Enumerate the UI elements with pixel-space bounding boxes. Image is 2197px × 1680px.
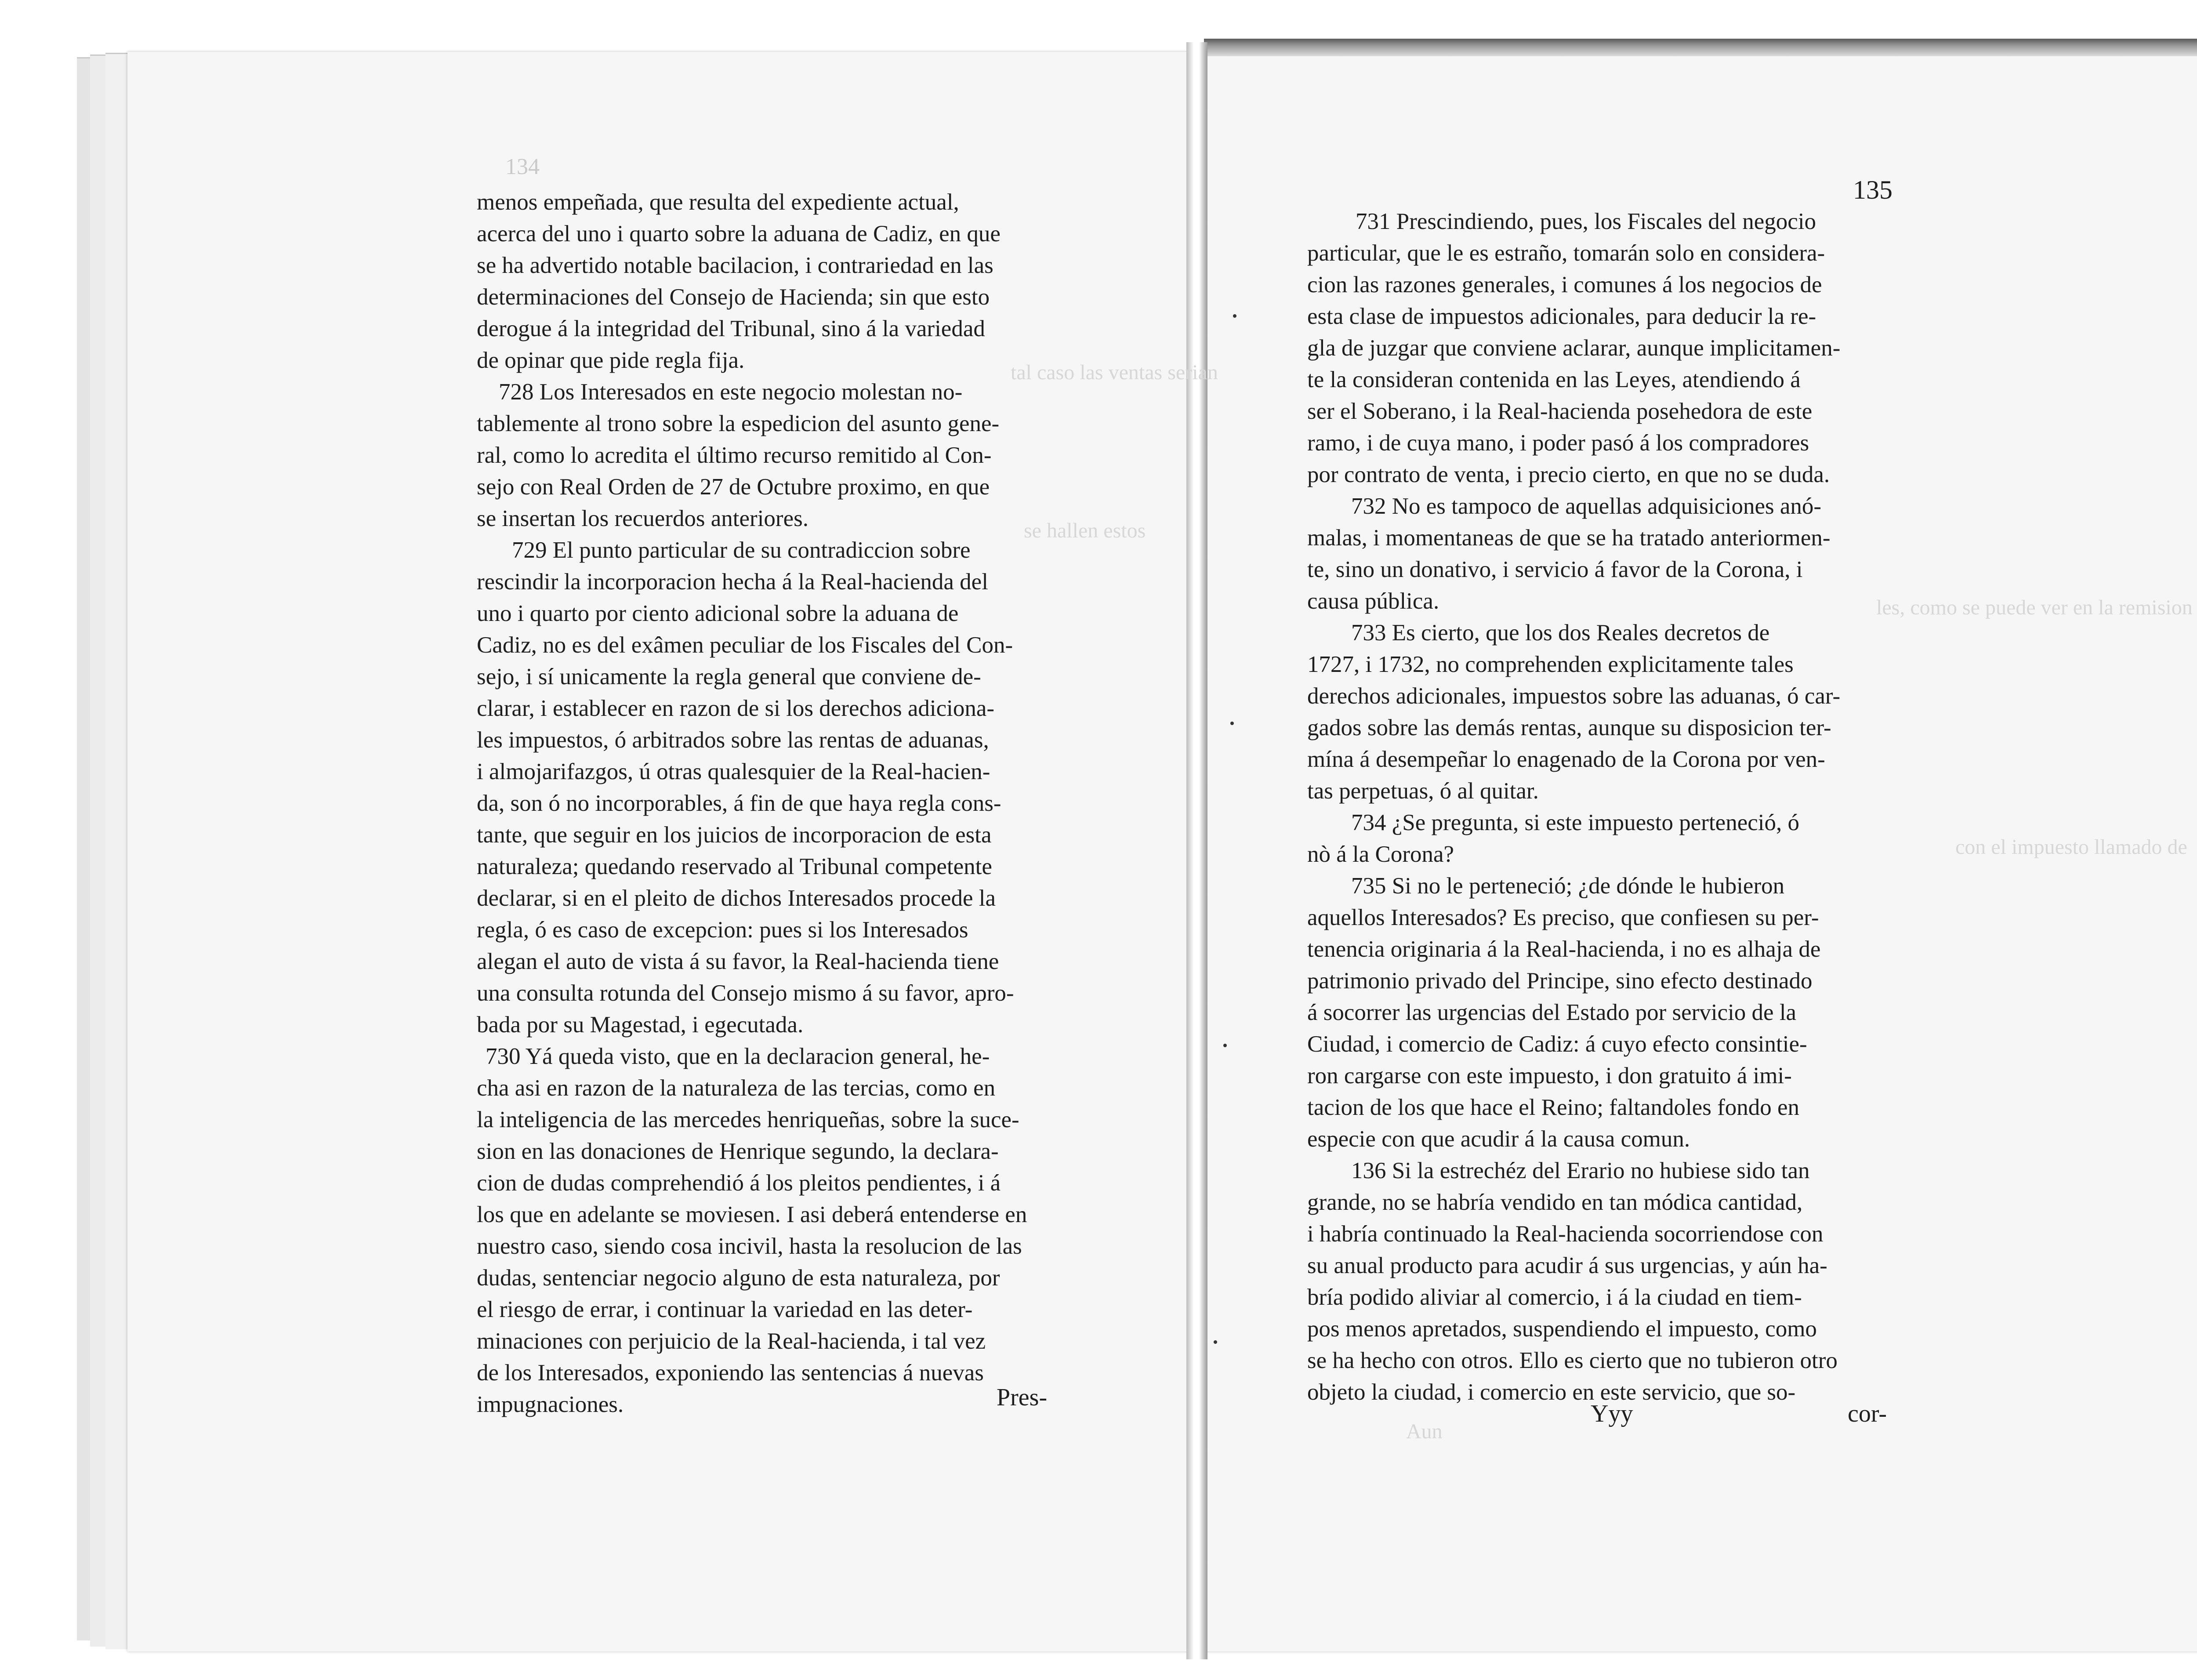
text-line: minaciones con perjuicio de la Real-hacienda, i tal vez: [477, 1328, 986, 1354]
text-line: i habría continuado la Real-hacienda socorriendose con: [1307, 1221, 1824, 1247]
text-line: i almojarifazgos, ú otras qualesquier de la Real-hacien-: [477, 759, 990, 784]
show-through-text: les, como se puede ver en la remision: [1876, 596, 2193, 619]
text-line: gla de juzgar que conviene aclarar, aunque implicitamen-: [1307, 335, 1841, 361]
speck: [1233, 314, 1236, 318]
text-line: particular, que le es estraño, tomarán solo en considera-: [1307, 240, 1825, 266]
book-gutter: [1186, 42, 1207, 1659]
text-line: nò á la Corona?: [1307, 842, 1454, 867]
text-line: los que en adelante se moviesen. I asi deberá entenderse en: [477, 1202, 1027, 1227]
text-line: 730 Yá queda visto, que en la declaracion general, he-: [486, 1044, 990, 1069]
show-through-text: tal caso las ventas serian: [1011, 361, 1218, 384]
text-line: bada por su Magestad, i egecutada.: [477, 1012, 804, 1038]
text-line: tante, que seguir en los juicios de incorporacion de esta: [477, 822, 992, 848]
text-line: 728 Los Interesados en este negocio molestan no-: [499, 379, 963, 405]
text-line: 729 El punto particular de su contradiccion sobre: [512, 537, 971, 563]
text-line: tablemente al trono sobre la espedicion del asunto gene-: [477, 411, 1000, 436]
text-line: ramo, i de cuya mano, i poder pasó á los compradores: [1307, 430, 1809, 456]
text-line: nuestro caso, siendo cosa incivil, hasta la resolucion de las: [477, 1234, 1022, 1259]
right-page-body: [1307, 206, 1918, 1408]
text-line: 735 Si no le perteneció; ¿de dónde le hubieron: [1351, 873, 1785, 899]
text-line: cion las razones generales, i comunes á los negocios de: [1307, 272, 1822, 298]
speck: [1230, 722, 1234, 725]
left-catchword: Pres-: [997, 1384, 1048, 1411]
right-catchword: cor-: [1848, 1400, 1887, 1427]
text-line: ser el Soberano, i la Real-hacienda posehedora de este: [1307, 399, 1813, 424]
show-through-text: con el impuesto llamado de: [1955, 835, 2187, 859]
text-line: aquellos Interesados? Es preciso, que confiesen su per-: [1307, 905, 1819, 930]
text-line: uno i quarto por ciento adicional sobre la aduana de: [477, 601, 959, 626]
text-line: su anual producto para acudir á sus urgencias, y aún ha-: [1307, 1253, 1827, 1278]
text-line: 136 Si la estrechéz del Erario no hubiese sido tan: [1351, 1158, 1810, 1183]
text-line: una consulta rotunda del Consejo mismo á su favor, apro-: [477, 980, 1014, 1006]
text-line: te, sino un donativo, i servicio á favor de la Corona, i: [1307, 557, 1803, 582]
text-line: declarar, si en el pleito de dichos Interesados procede la: [477, 885, 996, 911]
text-line: se ha advertido notable bacilacion, i contrariedad en las: [477, 253, 993, 278]
text-line: tas perpetuas, ó al quitar.: [1307, 778, 1539, 804]
text-line: especie con que acudir á la causa comun.: [1307, 1126, 1690, 1152]
text-line: derechos adicionales, impuestos sobre las aduanas, ó car-: [1307, 683, 1841, 709]
text-line: Ciudad, i comercio de Cadiz: á cuyo efecto consintie-: [1307, 1031, 1807, 1057]
text-line: clarar, i establecer en razon de si los derechos adiciona-: [477, 696, 995, 721]
speck: [1214, 1340, 1217, 1344]
text-line: rescindir la incorporacion hecha á la Real-hacienda del: [477, 569, 988, 595]
text-line: ron cargarse con este impuesto, i don gratuito á imi-: [1307, 1063, 1792, 1089]
text-line: pos menos apretados, suspendiendo el impuesto, como: [1307, 1316, 1817, 1342]
text-line: sejo, i sí unicamente la regla general que conviene de-: [477, 664, 981, 689]
text-line: la inteligencia de las mercedes henriqueñas, sobre la suce-: [477, 1107, 1019, 1132]
text-line: grande, no se habría vendido en tan módica cantidad,: [1307, 1190, 1803, 1215]
speck: [1223, 1044, 1227, 1047]
text-line: causa pública.: [1307, 588, 1439, 614]
text-line: les impuestos, ó arbitrados sobre las rentas de aduanas,: [477, 727, 989, 753]
page-top-edge: [1204, 39, 2197, 56]
text-line: sion en las donaciones de Henrique segundo, la declara-: [477, 1139, 999, 1164]
text-line: acerca del uno i quarto sobre la aduana de Cadiz, en que: [477, 221, 1001, 247]
text-line: mína á desempeñar lo enagenado de la Corona por ven-: [1307, 747, 1825, 772]
text-line: el riesgo de errar, i continuar la variedad en las deter-: [477, 1297, 973, 1322]
text-line: impugnaciones.: [477, 1392, 624, 1417]
text-line: sejo con Real Orden de 27 de Octubre proximo, en que: [477, 474, 990, 500]
text-line: dudas, sentenciar negocio alguno de esta naturaleza, por: [477, 1265, 1000, 1291]
text-line: se insertan los recuerdos anteriores.: [477, 506, 808, 531]
text-line: 732 No es tampoco de aquellas adquisiciones anó-: [1351, 493, 1822, 519]
text-line: Cadiz, no es del exâmen peculiar de los Fiscales del Con-: [477, 632, 1013, 658]
text-line: 731 Prescindiendo, pues, los Fiscales del negocio: [1356, 209, 1816, 234]
text-line: cha asi en razon de la naturaleza de las tercias, como en: [477, 1075, 996, 1101]
signature-mark: Yyy: [1591, 1400, 1633, 1427]
text-line: de los Interesados, exponiendo las sentencias á nuevas: [477, 1360, 984, 1386]
text-line: malas, i momentaneas de que se ha tratado anteriormen-: [1307, 525, 1831, 551]
text-line: regla, ó es caso de excepcion: pues si los Interesados: [477, 917, 968, 943]
text-line: da, son ó no incorporables, á fin de que haya regla cons-: [477, 791, 1001, 816]
text-line: 734 ¿Se pregunta, si este impuesto perteneció, ó: [1351, 810, 1799, 835]
show-through-text: se hallen estos: [1024, 519, 1146, 542]
text-line: objeto la ciudad, i comercio en este servicio, que so-: [1307, 1379, 1796, 1405]
text-line: á socorrer las urgencias del Estado por servicio de la: [1307, 1000, 1797, 1025]
text-line: tacion de los que hace el Reino; faltandoles fondo en: [1307, 1095, 1799, 1120]
show-through-text: Aun: [1406, 1420, 1443, 1443]
text-line: patrimonio privado del Principe, sino efecto destinado: [1307, 968, 1813, 994]
text-line: naturaleza; quedando reservado al Tribunal competente: [477, 854, 992, 879]
text-line: bría podido aliviar al comercio, i á la ciudad en tiem-: [1307, 1284, 1802, 1310]
text-line: derogue á la integridad del Tribunal, sino á la variedad: [477, 316, 985, 341]
text-line: 1727, i 1732, no comprehenden explicitamente tales: [1307, 652, 1794, 677]
text-line: te la consideran contenida en las Leyes, atendiendo á: [1307, 367, 1801, 392]
text-line: alegan el auto de vista á su favor, la Real-hacienda tiene: [477, 949, 999, 974]
right-page-number: 135: [1853, 175, 1892, 204]
text-line: tenencia originaria á la Real-hacienda, i no es alhaja de: [1307, 936, 1821, 962]
text-line: menos empeñada, que resulta del expediente actual,: [477, 189, 959, 215]
text-line: determinaciones del Consejo de Hacienda; sin que esto: [477, 284, 990, 310]
left-page-number: 134: [505, 154, 540, 179]
text-line: 733 Es cierto, que los dos Reales decretos de: [1351, 620, 1770, 646]
text-line: gados sobre las demás rentas, aunque su disposicion ter-: [1307, 715, 1831, 740]
text-line: se ha hecho con otros. Ello es cierto que no tubieron otro: [1307, 1348, 1838, 1373]
text-line: de opinar que pide regla fija.: [477, 348, 745, 373]
text-line: cion de dudas comprehendió á los pleitos pendientes, i á: [477, 1170, 1001, 1196]
text-line: por contrato de venta, i precio cierto, en que no se duda.: [1307, 462, 1830, 487]
text-line: esta clase de impuestos adicionales, para deducir la re-: [1307, 304, 1816, 329]
left-page-body: [477, 186, 1114, 1420]
text-line: ral, como lo acredita el último recurso remitido al Con-: [477, 443, 992, 468]
